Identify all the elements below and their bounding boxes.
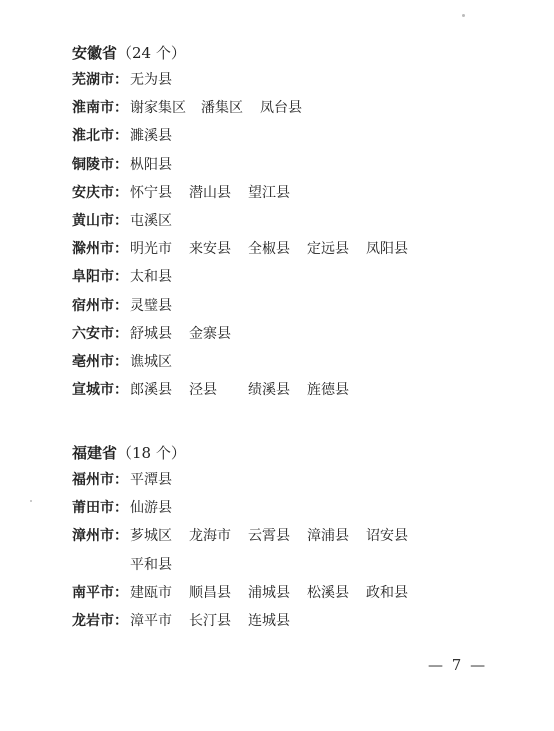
county-name: 绩溪县	[248, 382, 290, 399]
county-name: 怀宁县	[130, 184, 172, 201]
province-section-fujian	[72, 440, 425, 635]
city-name: 芜湖市：	[72, 72, 128, 88]
city-row	[72, 320, 425, 348]
county-name: 平潭县	[130, 472, 172, 488]
county-name: 郎溪县	[130, 382, 172, 399]
city-name: 黄山市：	[72, 212, 128, 229]
county-name: 来安县	[189, 241, 231, 258]
scan-speck	[30, 500, 32, 502]
county-name: 潜山县	[189, 184, 231, 201]
city-row	[72, 579, 425, 607]
city-name: 宿州市：	[72, 297, 128, 314]
city-name: 宣城市：	[72, 382, 128, 399]
city-row	[72, 235, 425, 263]
county-name: 建瓯市	[130, 584, 172, 601]
county-name: 谢家集区	[130, 100, 186, 117]
county-name: 漳平市	[130, 612, 172, 629]
county-name: 松溪县	[307, 584, 349, 601]
county-name: 潘集区	[201, 100, 243, 117]
city-row	[72, 494, 425, 522]
county-name: 明光市	[130, 241, 172, 258]
city-name: 漳州市：	[72, 528, 128, 545]
county-name: 长汀县	[189, 612, 231, 629]
city-row	[72, 122, 425, 150]
city-name: 阜阳市：	[72, 269, 128, 286]
county-name: 濉溪县	[130, 128, 172, 145]
scan-speck	[462, 14, 465, 17]
city-name: 亳州市：	[72, 353, 128, 370]
province-name: 福建省	[72, 444, 118, 462]
county-name: 太和县	[130, 269, 172, 286]
province-title	[72, 40, 425, 66]
city-row	[72, 522, 425, 550]
county-name: 凤阳县	[366, 241, 408, 258]
city-name: 淮北市：	[72, 128, 128, 145]
county-name: 旌德县	[307, 382, 349, 399]
county-count: （24 个）	[117, 44, 186, 62]
city-name: 南平市：	[72, 584, 128, 601]
county-name: 舒城县	[130, 325, 172, 342]
county-count: （18 个）	[117, 444, 186, 462]
city-row	[72, 376, 425, 404]
city-row	[72, 292, 425, 320]
county-name: 连城县	[248, 612, 290, 629]
county-name: 浦城县	[248, 584, 290, 601]
page-number: — 7 —	[428, 656, 488, 674]
city-name: 安庆市：	[72, 184, 128, 201]
county-name: 泾县	[189, 382, 217, 399]
city-row	[72, 348, 425, 376]
county-name: 云霄县	[248, 528, 290, 545]
county-name: 芗城区	[130, 528, 172, 545]
county-name: 无为县	[130, 72, 172, 88]
city-row	[72, 151, 425, 179]
city-name: 滁州市：	[72, 241, 128, 258]
city-name: 六安市：	[72, 325, 128, 342]
county-name: 枞阳县	[130, 156, 172, 173]
city-name: 龙岩市：	[72, 612, 128, 629]
county-name: 顺昌县	[189, 584, 231, 601]
province-title	[72, 440, 425, 466]
county-name: 仙游县	[130, 500, 172, 517]
city-name: 铜陵市：	[72, 156, 128, 173]
city-row	[72, 94, 425, 122]
county-name: 灵璧县	[130, 297, 172, 314]
city-row	[72, 179, 425, 207]
city-row	[72, 466, 425, 494]
county-name: 政和县	[366, 584, 408, 601]
city-row	[72, 66, 425, 94]
county-name: 平和县	[130, 556, 172, 573]
county-name: 诏安县	[366, 528, 408, 545]
county-name: 望江县	[248, 184, 290, 201]
county-name: 谯城区	[130, 353, 172, 370]
city-row	[72, 551, 425, 579]
county-name: 屯溪区	[130, 212, 172, 229]
city-row	[72, 207, 425, 235]
county-name: 龙海市	[189, 528, 231, 545]
city-name: 福州市：	[72, 472, 128, 488]
province-section-anhui	[72, 40, 425, 404]
county-name: 金寨县	[189, 325, 231, 342]
province-name: 安徽省	[72, 44, 118, 62]
city-row	[72, 263, 425, 291]
county-name: 全椒县	[248, 241, 290, 258]
city-row	[72, 607, 425, 635]
city-name: 莆田市：	[72, 500, 128, 517]
county-name: 凤台县	[260, 100, 302, 117]
county-name: 定远县	[307, 241, 349, 258]
county-name: 漳浦县	[307, 528, 349, 545]
city-name: 淮南市：	[72, 100, 128, 117]
